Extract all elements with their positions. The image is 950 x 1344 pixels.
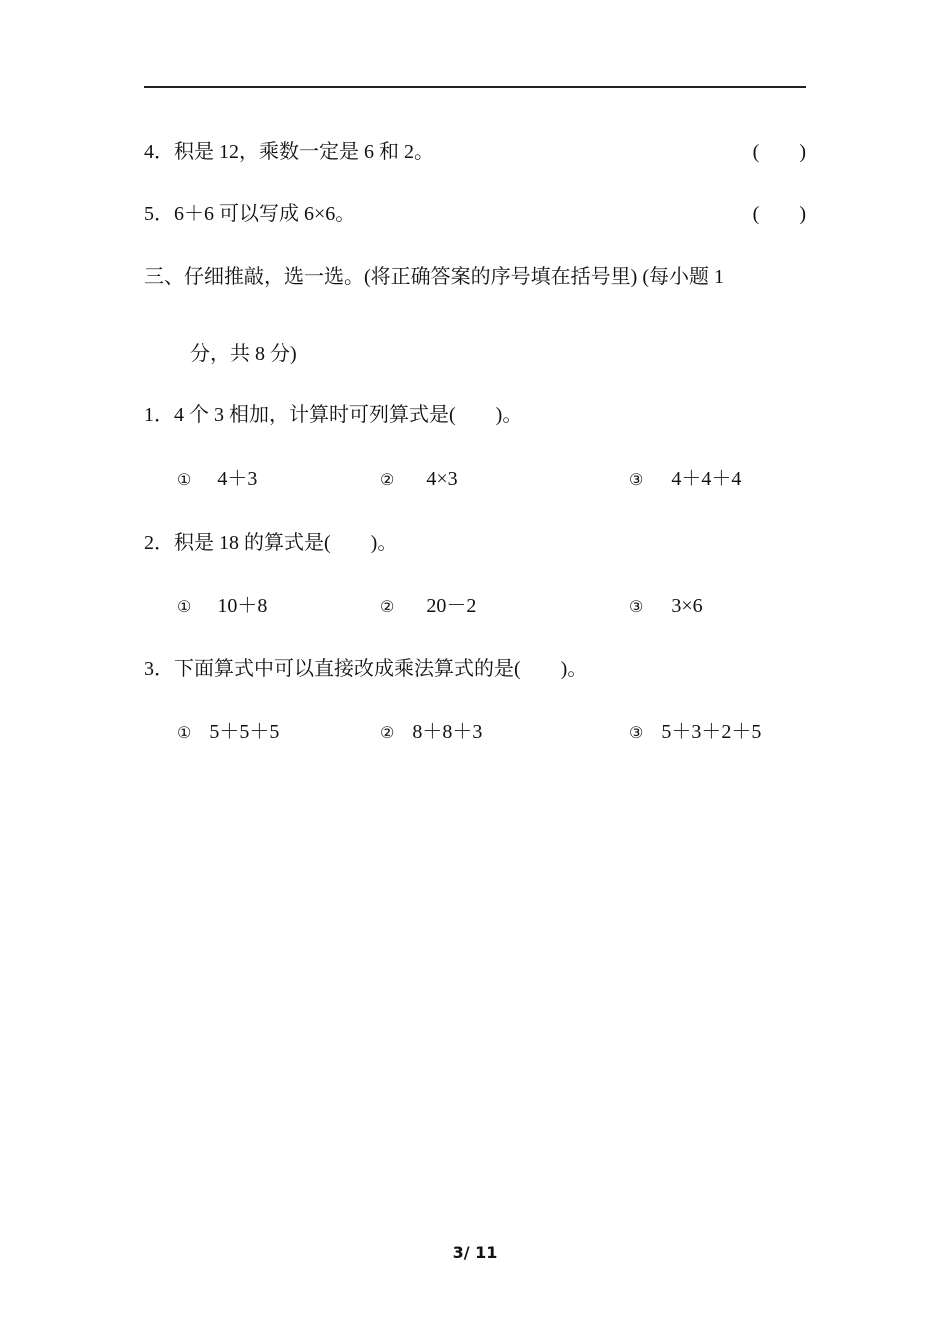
mc2-option-1[interactable] <box>177 593 267 621</box>
section-heading: 三、仔细推敲，选一选。(将正确答案的序号填在括号里) (每小题 1 <box>144 266 724 288</box>
mc1-option-2[interactable] <box>380 466 458 494</box>
mc-question-2: 2．积是 18 的算式是( )。 <box>144 532 398 554</box>
page-number: 3/ 11 <box>452 1243 498 1262</box>
answer-paren-5[interactable]: ( ) <box>752 203 806 225</box>
mc1-option-1[interactable] <box>177 466 257 494</box>
option-number: ③ <box>629 472 644 489</box>
option-text: 5＋3＋2＋5 <box>661 721 762 743</box>
mc2-option-2[interactable] <box>380 593 476 621</box>
option-text: 10＋8 <box>217 595 268 617</box>
option-number: ③ <box>629 599 644 616</box>
mc2-option-3[interactable] <box>629 593 703 621</box>
option-number: ① <box>177 599 192 616</box>
judge-question-5-text: 5．6＋6 可以写成 6×6。 <box>144 203 356 225</box>
option-text: 4＋4＋4 <box>671 468 742 490</box>
option-number: ② <box>380 472 395 489</box>
judge-question-4-text: 4．积是 12，乘数一定是 6 和 2。 <box>144 141 434 163</box>
mc-question-3: 3．下面算式中可以直接改成乘法算式的是( )。 <box>144 658 588 680</box>
section-heading-cont: 分，共 8 分) <box>190 343 297 365</box>
judge-question-4 <box>144 139 806 165</box>
option-text: 3×6 <box>671 595 703 617</box>
option-number: ③ <box>629 725 644 742</box>
header-rule <box>144 86 806 88</box>
answer-paren-4[interactable]: ( ) <box>752 141 806 163</box>
option-text: 4＋3 <box>217 468 258 490</box>
option-number: ② <box>380 725 395 742</box>
mc-question-1: 1．4 个 3 相加，计算时可列算式是( )。 <box>144 404 523 426</box>
judge-question-5 <box>144 201 806 227</box>
option-number: ② <box>380 599 395 616</box>
mc3-option-1[interactable] <box>177 719 279 747</box>
option-number: ① <box>177 725 192 742</box>
option-text: 8＋8＋3 <box>412 721 483 743</box>
option-text: 5＋5＋5 <box>209 721 280 743</box>
mc3-option-2[interactable] <box>380 719 482 747</box>
option-number: ① <box>177 472 192 489</box>
mc1-option-3[interactable] <box>629 466 741 494</box>
option-text: 4×3 <box>426 468 458 490</box>
mc3-option-3[interactable] <box>629 719 761 747</box>
option-text: 20－2 <box>426 595 477 617</box>
